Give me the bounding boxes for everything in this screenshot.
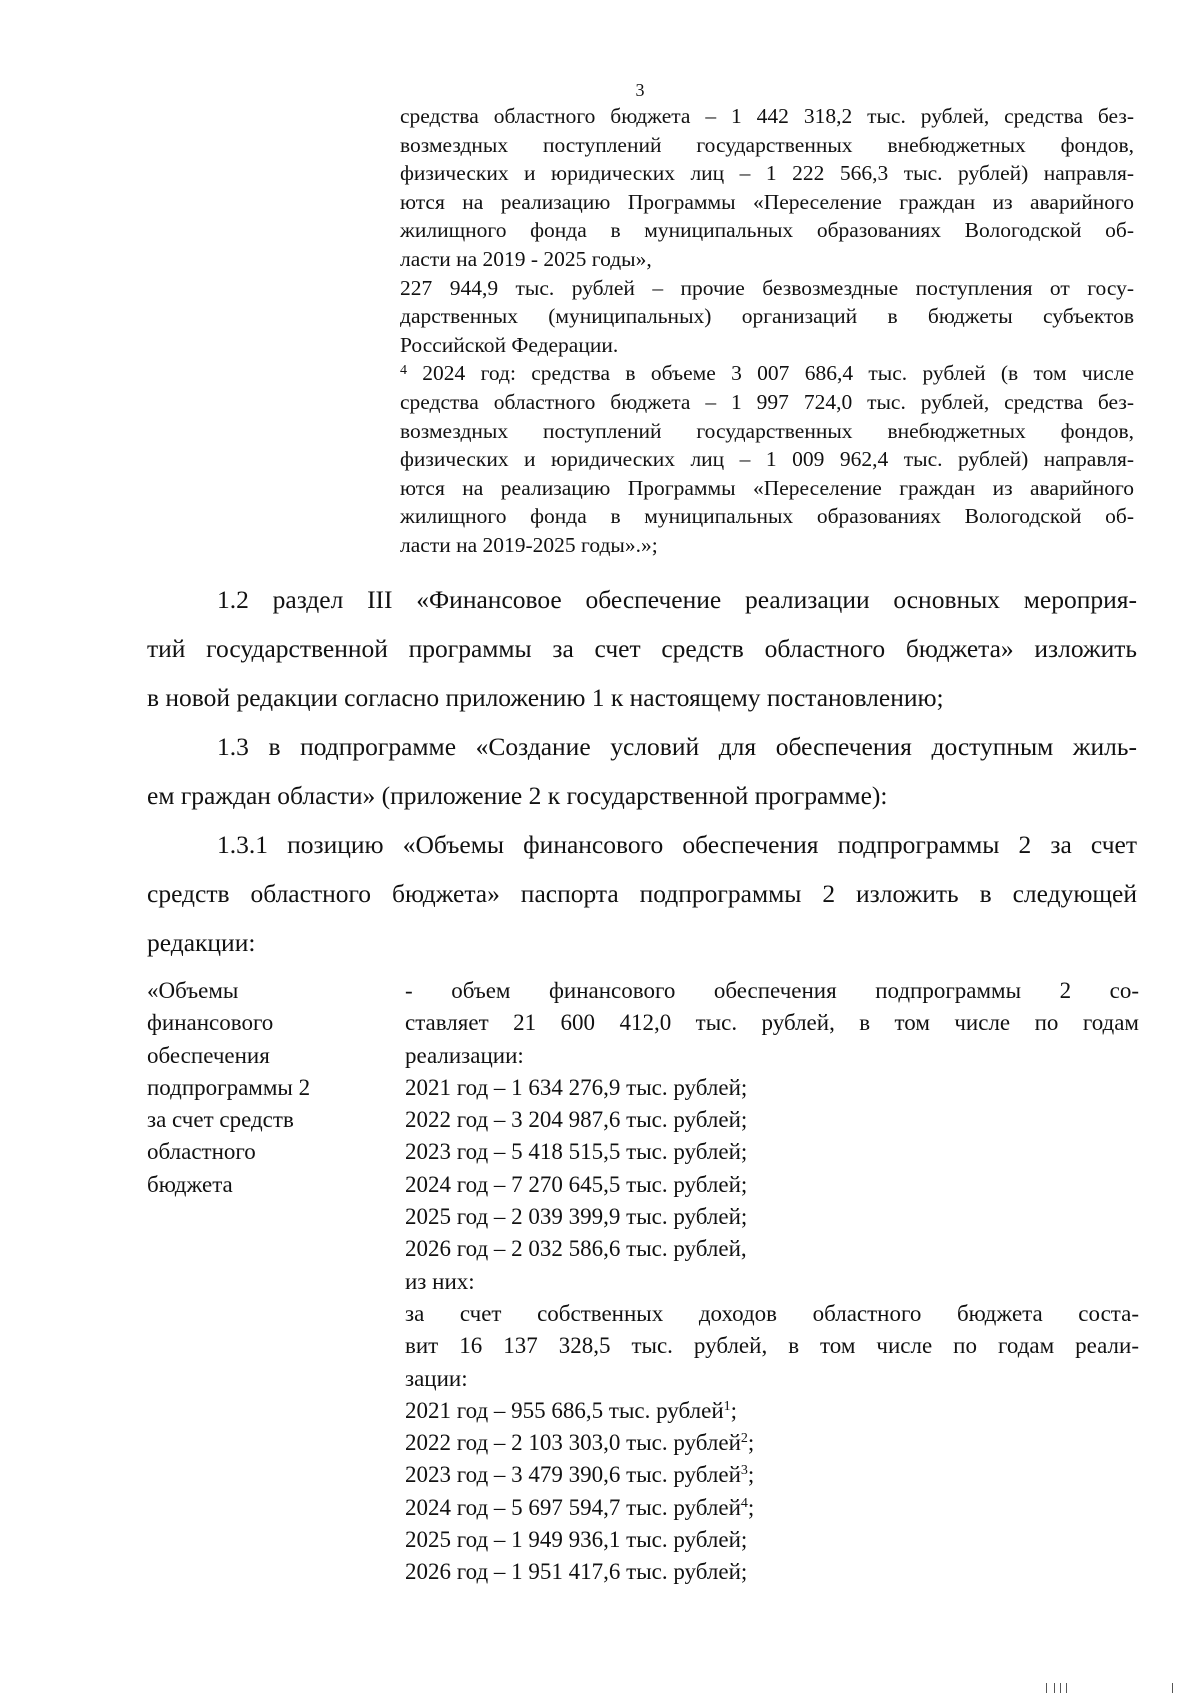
body-line: 1.3.1 позицию «Объемы финансового обеспечения подпрограммы 2 за счет: [217, 830, 1137, 859]
passport-value-line: [405, 1104, 1139, 1136]
body-text: [147, 575, 1137, 967]
passport-value-punct: ;: [730, 1397, 738, 1423]
passport-value-text: - объем финансового обеспечения подпрограммы 2 со-: [405, 978, 1139, 1003]
footnote-text: дарственных (муниципальных) организаций в бюджеты субъектов: [400, 304, 1134, 329]
body-line: средств областного бюджета» паспорта подпрограммы 2 изложить в следующей: [147, 879, 1137, 908]
body-line: тий государственной программы за счет средств областного бюджета» изложить: [147, 634, 1137, 663]
footnote-line: [400, 531, 1134, 560]
footnote-text: 2024 год: средства в объеме 3 007 686,4 тыс. рублей (в том числе: [407, 361, 1134, 386]
footnote-reference: 3: [740, 1463, 748, 1479]
footnote-line: [400, 359, 1134, 388]
footnote-text: возмездных поступлений государственных внебюджетных фондов,: [400, 132, 1134, 157]
footnote-text: Российской Федерации.: [400, 332, 619, 357]
passport-value-text: зации:: [405, 1365, 468, 1391]
footnote-text: жилищного фонда в муниципальных образованиях Вологодской об-: [400, 504, 1134, 529]
passport-label-line: обеспечения: [147, 1042, 270, 1068]
footnote-line: [400, 102, 1134, 131]
footnote-reference: 4: [740, 1495, 748, 1511]
passport-value-line: [405, 1330, 1139, 1362]
passport-value-line: [405, 1363, 1139, 1395]
footnote-line: [400, 388, 1134, 417]
passport-value-line: [405, 1072, 1139, 1104]
footnote-text: средства областного бюджета – 1 442 318,2 тыс. рублей, средства без-: [400, 104, 1134, 128]
footnotes-block: [400, 102, 1134, 560]
passport-value-line: [405, 1395, 1139, 1427]
passport-label-line: за счет средств: [147, 1107, 294, 1133]
passport-value-text: 2025 год – 1 949 936,1 тыс. рублей;: [405, 1527, 748, 1553]
passport-value-text: вит 16 137 328,5 тыс. рублей, в том числе по годам реали-: [405, 1333, 1139, 1359]
body-line: редакции:: [147, 928, 256, 957]
footnote-text: возмездных поступлений государственных внебюджетных фондов,: [400, 418, 1134, 443]
page-number: 3: [635, 80, 645, 100]
passport-value-line: [405, 1040, 1139, 1072]
passport-value-line: [405, 1459, 1139, 1491]
passport-label-line: бюджета: [147, 1171, 233, 1197]
footnote-text: ются на реализацию Программы «Переселение граждан из аварийного: [400, 475, 1134, 500]
footnote-reference: 2: [740, 1431, 748, 1447]
footnote-line: [400, 216, 1134, 245]
passport-value-punct: ;: [747, 1430, 755, 1456]
passport-value-text: за счет собственных доходов областного бюджета соста-: [405, 1300, 1139, 1326]
footnote-line: [400, 188, 1134, 217]
passport-value-line: [405, 1169, 1139, 1201]
passport-label-line: подпрограммы 2: [147, 1074, 311, 1100]
passport-position: [147, 975, 1137, 1595]
passport-value-line: [405, 1492, 1139, 1524]
passport-value-text: 2025 год – 2 039 399,9 тыс. рублей;: [405, 1204, 748, 1230]
footnote-line: [400, 445, 1134, 474]
passport-label-line: областного: [147, 1139, 256, 1165]
passport-value-line: [405, 1201, 1139, 1233]
passport-value-line: [405, 1524, 1139, 1556]
footnote-marker: 4: [400, 363, 407, 379]
passport-value-text: ставляет 21 600 412,0 тыс. рублей, в том числе по годам: [405, 1010, 1139, 1036]
passport-label-line: «Объемы: [147, 978, 239, 1003]
passport-value-line: [405, 1266, 1139, 1298]
passport-value-text: 2021 год – 1 634 276,9 тыс. рублей;: [405, 1074, 748, 1100]
passport-label-line: финансового: [147, 1010, 274, 1036]
passport-value-line: [405, 1427, 1139, 1459]
footnote-text: жилищного фонда в муниципальных образованиях Вологодской об-: [400, 218, 1134, 243]
passport-value-text: 2024 год – 5 697 594,7 тыс. рублей: [405, 1494, 741, 1520]
body-line: 1.3 в подпрограмме «Создание условий для обеспечения доступным жиль-: [217, 732, 1137, 761]
body-line: в новой редакции согласно приложению 1 к настоящему постановлению;: [147, 683, 944, 712]
passport-value-text: 2021 год – 955 686,5 тыс. рублей: [405, 1397, 724, 1423]
passport-value-text: 2022 год – 2 103 303,0 тыс. рублей: [405, 1430, 741, 1456]
passport-position-value: [405, 975, 1139, 1589]
footnote-line: [400, 474, 1134, 503]
passport-value-line: [405, 1556, 1139, 1588]
passport-value-text: 2022 год – 3 204 987,6 тыс. рублей;: [405, 1107, 748, 1133]
passport-value-punct: ;: [747, 1494, 755, 1520]
footnote-line: [400, 131, 1134, 160]
footnote-line: [400, 274, 1134, 303]
footnote-line: [400, 245, 1134, 274]
passport-value-text: 2023 год – 5 418 515,5 тыс. рублей;: [405, 1139, 748, 1165]
footnote-text: физических и юридических лиц – 1 222 566,3 тыс. рублей) направля-: [400, 161, 1134, 186]
body-line: ем граждан области» (приложение 2 к государственной программе):: [147, 781, 888, 810]
passport-value-line: [405, 1233, 1139, 1265]
passport-value-punct: ;: [747, 1462, 755, 1488]
footnote-line: [400, 502, 1134, 531]
body-line: 1.2 раздел III «Финансовое обеспечение реализации основных мероприя-: [217, 585, 1137, 614]
passport-value-text: из них:: [405, 1268, 475, 1294]
passport-value-text: 2023 год – 3 479 390,6 тыс. рублей: [405, 1462, 741, 1488]
footnote-text: ются на реализацию Программы «Переселение граждан из аварийного: [400, 189, 1134, 214]
passport-value-text: реализации:: [405, 1042, 524, 1068]
passport-value-line: [405, 975, 1139, 1007]
passport-value-line: [405, 1298, 1139, 1330]
footnote-line: [400, 331, 1134, 360]
footnote-line: [400, 159, 1134, 188]
passport-position-label: [147, 975, 377, 1201]
passport-value-text: 2024 год – 7 270 645,5 тыс. рублей;: [405, 1171, 748, 1197]
footnote-text: физических и юридических лиц – 1 009 962,4 тыс. рублей) направля-: [400, 447, 1134, 472]
passport-value-text: 2026 год – 2 032 586,6 тыс. рублей,: [405, 1236, 747, 1262]
footnote-text: 227 944,9 тыс. рублей – прочие безвозмездные поступления от госу-: [400, 275, 1134, 300]
scan-edge-marks: [1040, 1681, 1180, 1693]
footnote-text: средства областного бюджета – 1 997 724,0 тыс. рублей, средства без-: [400, 389, 1134, 414]
footnote-text: ласти на 2019-2025 годы».»;: [400, 532, 658, 557]
footnote-text: ласти на 2019 - 2025 годы»,: [400, 246, 652, 271]
passport-value-line: [405, 1136, 1139, 1168]
footnote-line: [400, 302, 1134, 331]
passport-value-text: 2026 год – 1 951 417,6 тыс. рублей;: [405, 1559, 748, 1585]
footnote-line: [400, 417, 1134, 446]
footnote-reference: 1: [723, 1398, 731, 1414]
passport-value-line: [405, 1007, 1139, 1039]
